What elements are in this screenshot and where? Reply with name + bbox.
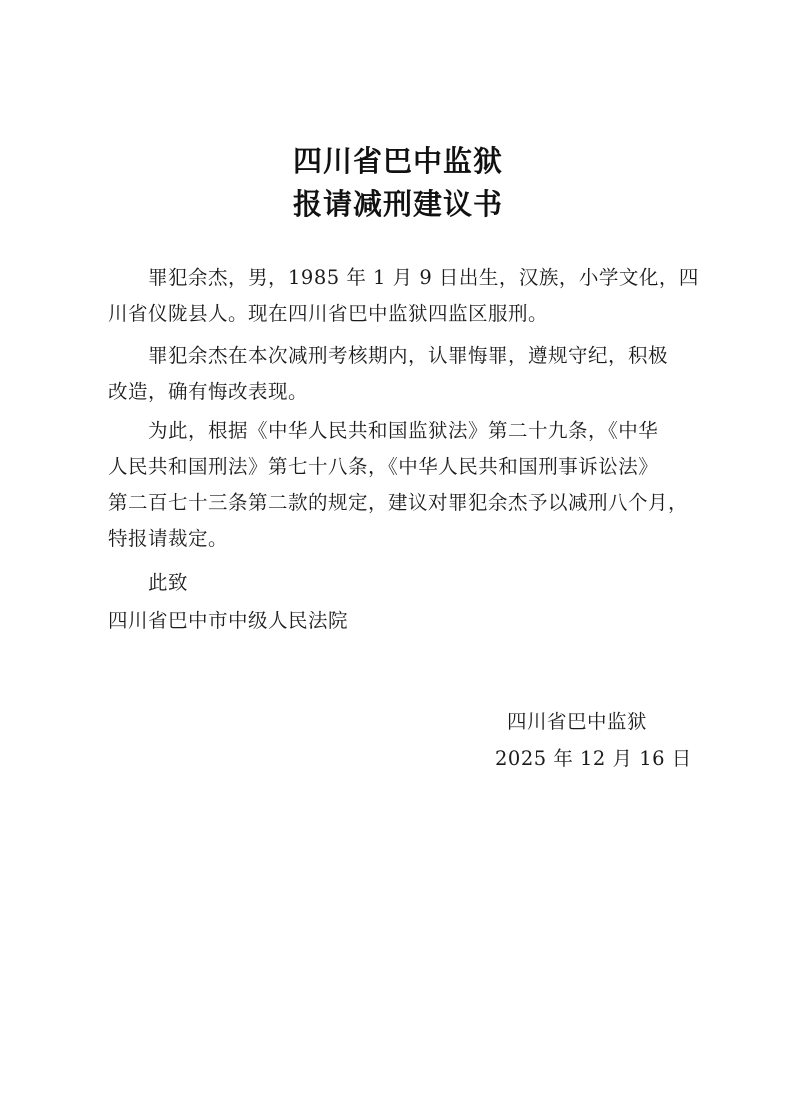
document-title-line1: 四川省巴中监狱 [292, 144, 503, 178]
paragraph-prisoner-info [108, 260, 698, 332]
paragraph-line: 人民共和国刑法》第七十八条，《中华人民共和国刑事诉讼法》 [108, 455, 659, 478]
paragraph-line: 改造，确有悔改表现。 [108, 380, 309, 403]
addressee: 四川省巴中市中级人民法院 [108, 609, 349, 632]
greeting: 此致 [148, 571, 189, 594]
paragraph-line: 罪犯余杰，男，1985 年 1 月 9 日出生，汉族，小学文化，四 [148, 266, 699, 289]
paragraph-legal-basis [108, 413, 698, 557]
paragraph-line: 川省仪陇县人。现在四川省巴中监狱四监区服刑。 [108, 302, 549, 325]
signature-organization: 四川省巴中监狱 [507, 710, 648, 733]
signature-date: 2025 年 12 月 16 日 [495, 747, 692, 770]
paragraph-line: 罪犯余杰在本次减刑考核期内，认罪悔罪，遵规守纪，积极 [148, 344, 669, 367]
paragraph-performance [108, 338, 698, 410]
document-title-line2: 报请减刑建议书 [292, 187, 503, 221]
paragraph-line: 第二百七十三条第二款的规定，建议对罪犯余杰予以减刑八个月， [108, 491, 689, 514]
paragraph-line: 为此，根据《中华人民共和国监狱法》第二十九条，《中华 [148, 419, 659, 442]
paragraph-line: 特报请裁定。 [108, 527, 229, 550]
